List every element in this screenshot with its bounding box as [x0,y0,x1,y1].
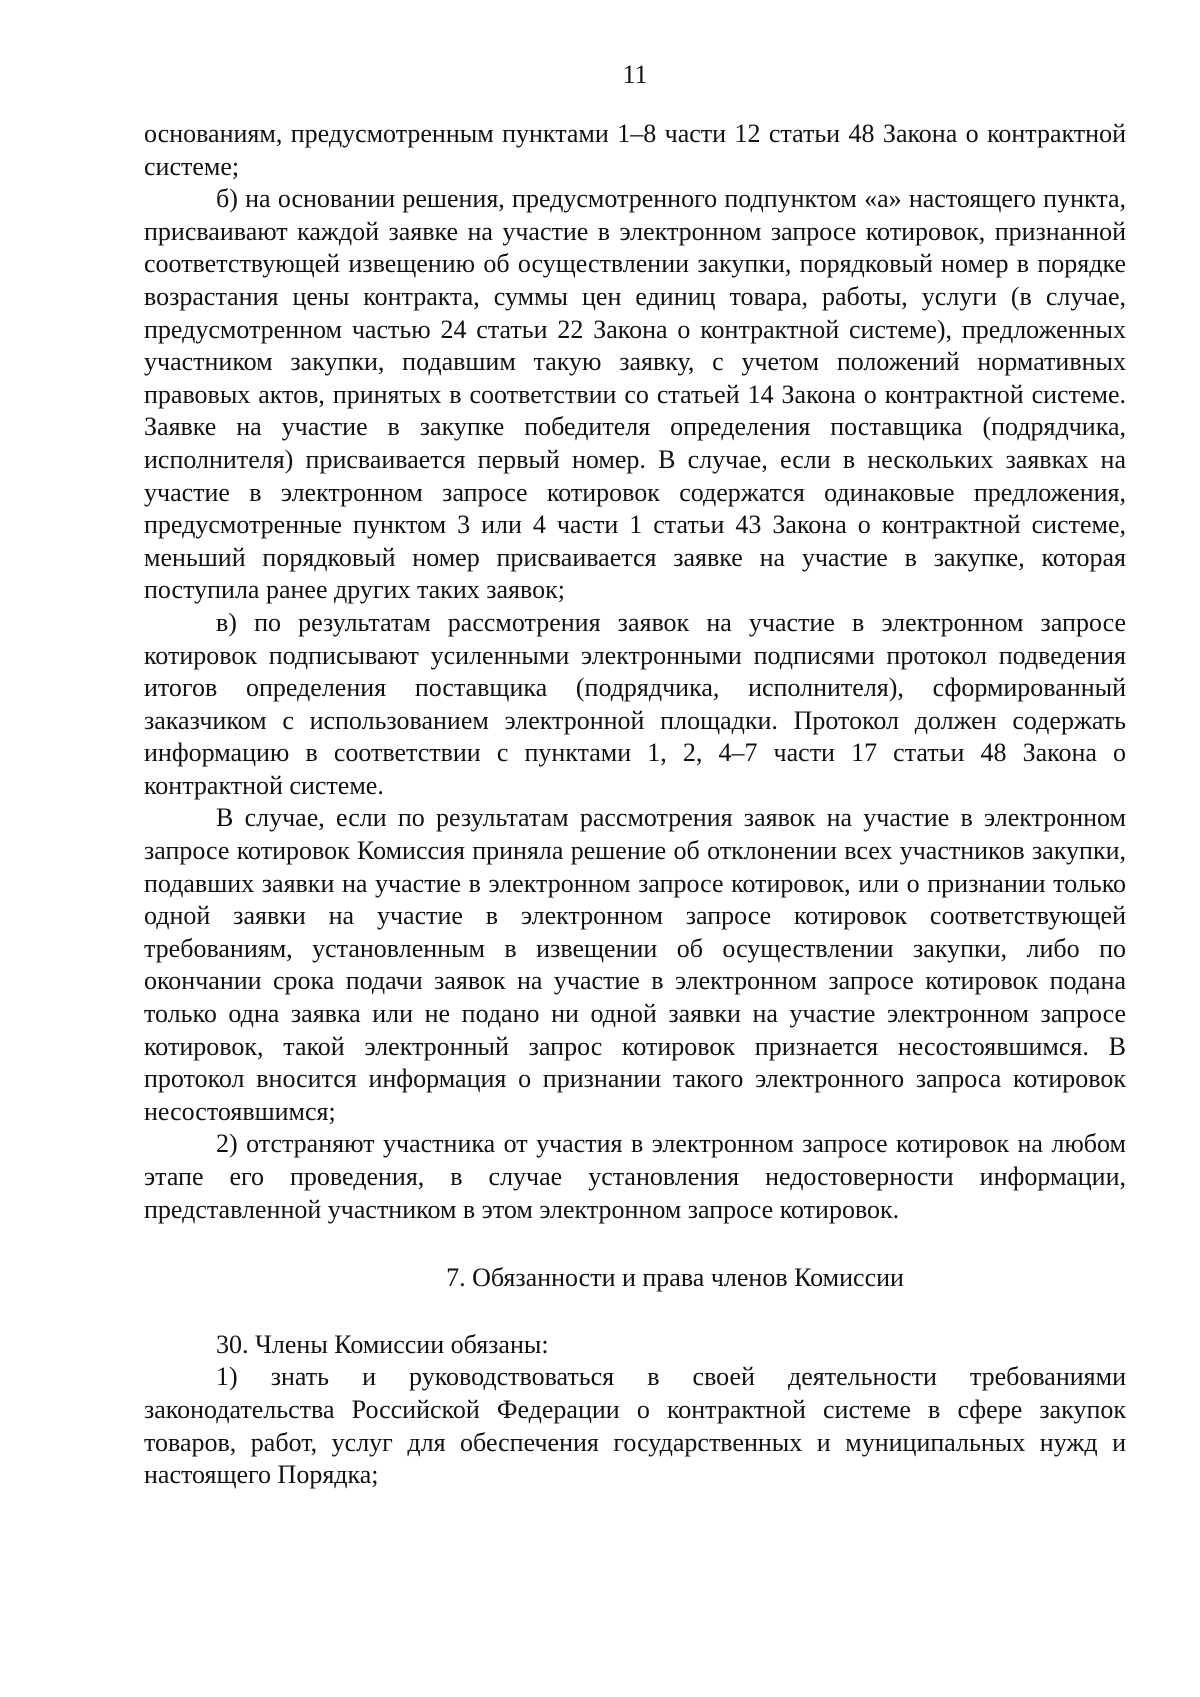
document-body [144,118,1126,1492]
paragraph-subitem-b: б) на основании решения, предусмотренного подпунктом «а» настоящего пункта, присваивают каждой заявке на участие в электронном запросе котировок, признанной соответствующей извещению об осуществлении закупки, порядковый номер в порядке возрастания цены контракта, суммы цен единиц товара, работы, услуги (в случае, предусмотренном частью 24 статьи 22 Закона о контрактной системе), предложенных участником закупки, подавшим такую заявку, с учетом положений нормативных правовых актов, принятых в соответствии со статьей 14 Закона о контрактной системе. Заявке на участие в закупке победителя определения поставщика (подрядчика, исполнителя) присваивается первый номер. В случае, если в нескольких заявках на участие в электронном запросе котировок содержатся одинаковые предложения, предусмотренные пунктом 3 или 4 части 1 статьи 43 Закона о контрактной системе, меньший порядковый номер присваивается заявке на участие в закупке, которая поступила ранее других таких заявок; [144,184,1126,605]
paragraph-continuation: основаниям, предусмотренным пунктами 1–8 части 12 статьи 48 Закона о контрактной системе; [144,119,1126,181]
paragraph-subitem-v: в) по результатам рассмотрения заявок на участие в электронном запросе котировок подписывают усиленными электронными подписями протокол подведения итогов определения поставщика (подрядчика, исполнителя), сформированный заказчиком с использованием электронной площадки. Протокол должен содержать информацию в соответствии с пунктами 1, 2, 4–7 части 17 статьи 48 Закона о контрактной системе. [144,607,1126,800]
section-heading: 7. Обязанности и права членов Комиссии [446,1263,904,1293]
paragraph-item-30: 30. Члены Комиссии обязаны: [216,1329,549,1359]
page-number: 11 [622,60,648,89]
paragraph-failed-quotation: В случае, если по результатам рассмотрения заявок на участие в электронном запросе котировок Комиссия приняла решение об отклонении всех участников закупки, подавших заявки на участие в электронном запросе котировок, или о признании только одной заявки на участие в электронном запросе котировок соответствующей требованиям, установленным в извещении об осуществлении закупки, либо по окончании срока подачи заявок на участие в электронном запросе котировок подана только одна заявка или не подано ни одной заявки на участие электронном запросе котировок, такой электронный запрос котировок признается несостоявшимся. В протокол вносится информация о признании такого электронного запроса котировок несостоявшимся; [144,803,1126,1126]
paragraph-item-30-1: 1) знать и руководствоваться в своей деятельности требованиями законодательства Российской Федерации о контрактной системе в сфере закупок товаров, работ, услуг для обеспечения государственных и муниципальных нужд и настоящего Порядка; [144,1362,1126,1490]
paragraph-item-2: 2) отстраняют участника от участия в электронном запросе котировок на любом этапе его проведения, в случае установления недостоверности информации, представленной участником в этом электронном запросе котировок. [144,1129,1126,1224]
